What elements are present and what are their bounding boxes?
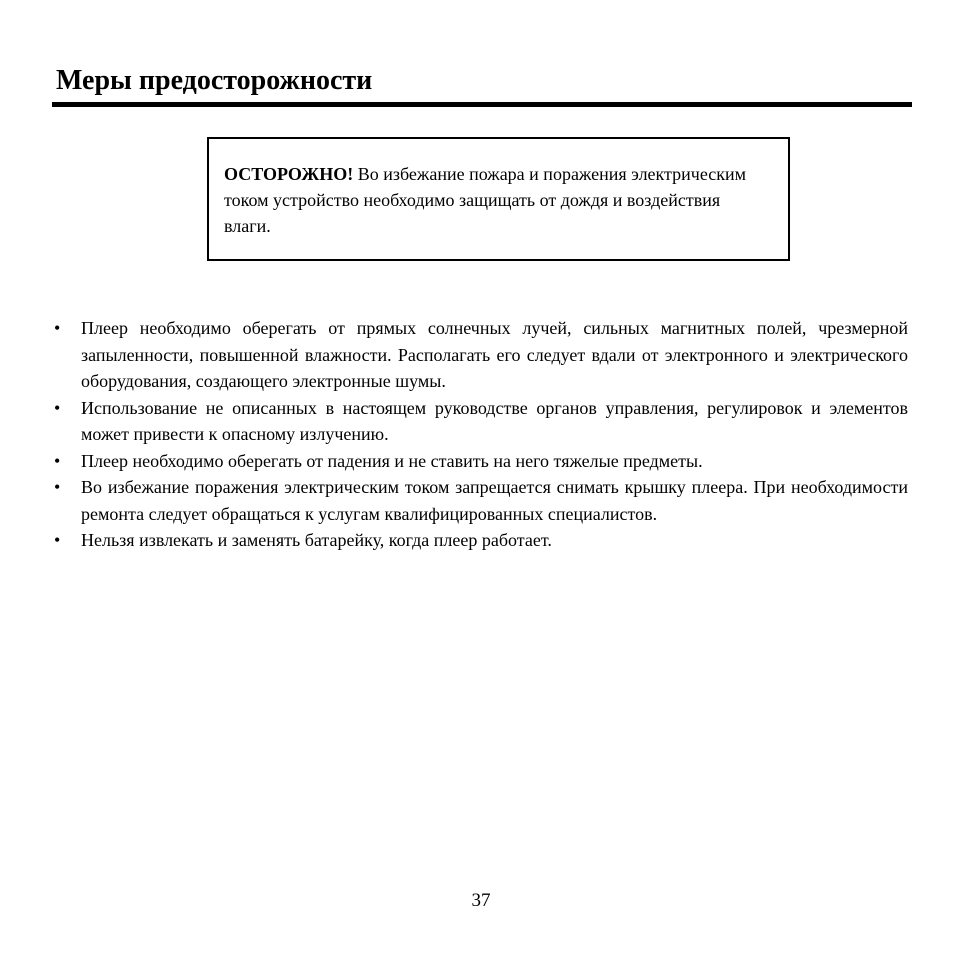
precautions-list	[52, 315, 908, 554]
title-rule	[52, 102, 912, 107]
page-number: 37	[471, 890, 491, 911]
list-item-text: Использование не описанных в настоящем руководстве органов управления, регулировок и элементов может привести к опасному излучению.	[81, 397, 908, 444]
list-item-text: Во избежание поражения электрическим током запрещается снимать крышку плеера. При необходимости ремонта следует обращаться к услугам квалифицированных специалистов.	[81, 477, 908, 524]
list-item-text: Плеер необходимо оберегать от прямых солнечных лучей, сильных магнитных полей, чрезмерной запыленности, повышенной влажности. Располагать его следует вдали от электронного и электрического оборудования, создающего электронные шумы.	[81, 318, 908, 391]
page-title: Меры предосторожности	[56, 65, 373, 96]
list-item	[52, 474, 908, 527]
warning-text: Во избежание пожара и поражения электрическим током устройство необходимо защищать от дождя и воздействия влаги.	[224, 164, 747, 236]
list-item	[52, 448, 908, 475]
warning-box	[207, 137, 790, 261]
list-item	[52, 315, 908, 395]
bullet-icon: •	[54, 477, 61, 497]
bullet-icon: •	[54, 530, 61, 550]
bullet-icon: •	[54, 318, 61, 338]
warning-label: ОСТОРОЖНО!	[224, 164, 354, 184]
list-item-text: Нельзя извлекать и заменять батарейку, когда плеер работает.	[81, 530, 552, 550]
list-item	[52, 395, 908, 448]
bullet-icon: •	[54, 450, 61, 471]
list-item	[52, 527, 908, 554]
list-item-text: Плеер необходимо оберегать от падения и не ставить на него тяжелые предметы.	[81, 450, 703, 471]
bullet-icon: •	[54, 397, 61, 418]
